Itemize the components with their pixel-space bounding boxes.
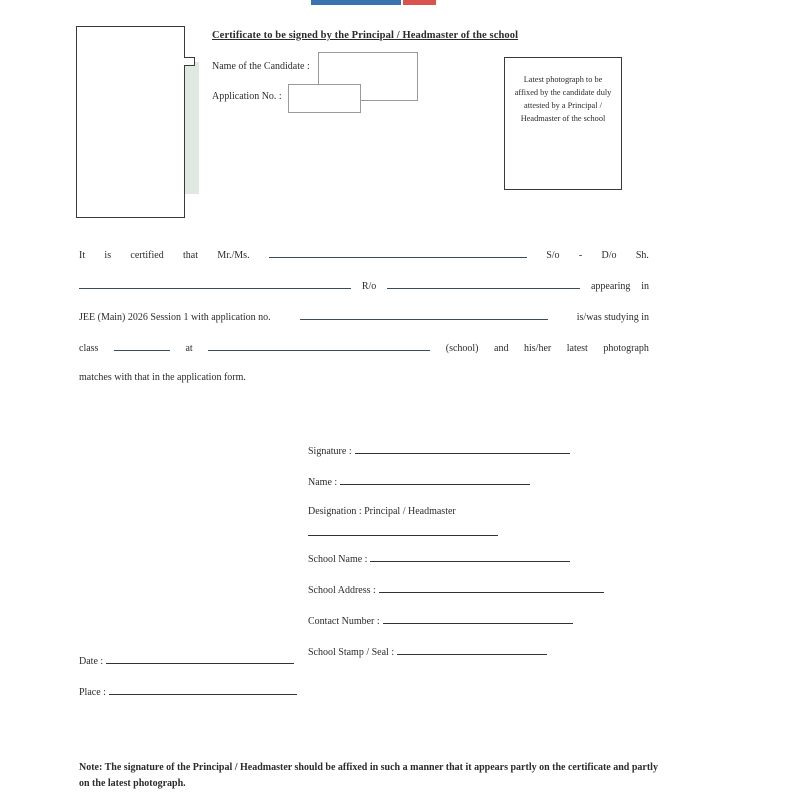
cert-word: appearing [590,281,631,292]
field-label: School Address : [308,585,376,596]
top-bar-blue [311,0,401,5]
left-blank-box-notch [184,57,195,66]
field-label: School Stamp / Seal : [308,647,395,658]
certification-line-2 [79,279,649,310]
blank-name[interactable] [340,475,530,485]
application-no-label: Application No. : [212,91,282,102]
field-contact-number [308,614,604,645]
left-blank-box-shadow [185,62,199,194]
field-school-stamp [308,645,604,676]
date-place-block [79,654,297,716]
blank-date[interactable] [106,654,294,664]
blank-residence[interactable] [387,279,580,289]
field-label: Contact Number : [308,616,380,627]
cert-word: his/her [524,343,552,354]
blank-contact-number[interactable] [383,614,573,624]
cert-word: (school) [445,343,479,354]
cert-word: and [494,343,509,354]
field-designation [308,506,604,524]
field-date [79,654,297,685]
field-label: Designation : Principal / Headmaster [308,506,456,517]
blank-candidate-name[interactable] [269,248,527,258]
blank-school-stamp[interactable] [397,645,547,655]
cert-closing-text: matches with that in the application form. [79,372,246,383]
field-school-name [308,552,604,583]
cert-exam-text: JEE (Main) 2026 Session 1 with application no. [79,312,271,323]
blank-application-no[interactable] [300,310,548,320]
cert-word: is/was studying in [576,312,649,323]
cert-word: D/o [601,250,617,261]
field-label: Name : [308,477,338,488]
cert-word: certified [130,250,164,261]
field-label: Date : [79,656,104,667]
certification-paragraph [79,248,649,403]
field-school-address [308,583,604,614]
certification-line-4 [79,341,649,372]
field-place [79,685,297,716]
cert-word: latest [566,343,588,354]
candidate-name-label: Name of the Candidate : [212,61,310,72]
certification-line-3 [79,310,649,341]
photograph-box [504,57,622,190]
footer-note: Note: The signature of the Principal / Headmaster should be affixed in such a manner that it appears partly on the certificate and partly on the latest photograph. [79,762,658,789]
cert-word: S/o [546,250,560,261]
field-label: Signature : [308,446,352,457]
blank-designation[interactable] [308,524,498,536]
field-label: School Name : [308,554,368,565]
redaction-box-application-no [288,84,361,113]
blank-father-name[interactable] [79,279,351,289]
field-label: Place : [79,687,106,698]
cert-word: It [79,250,86,261]
field-signature [308,444,604,475]
certification-line-5 [79,372,649,403]
blank-signature[interactable] [355,444,570,454]
cert-word: at [185,343,193,354]
cert-word: Sh. [635,250,649,261]
top-bar-red [403,0,436,5]
photograph-box-text: Latest photograph to be affixed by the candidate duly attested by a Principal / Headmaster of the school [514,75,612,123]
cert-word: Mr./Ms. [217,250,250,261]
blank-school-address[interactable] [379,583,604,593]
cert-word: R/o [361,281,377,292]
signature-block [308,444,604,676]
certification-line-1 [79,248,649,279]
cert-word: is [104,250,112,261]
cert-word: - [578,250,583,261]
cert-word: class [79,343,99,354]
page-title: Certificate to be signed by the Principal / Headmaster of the school [212,30,519,41]
cert-word: that [183,250,199,261]
blank-school-name[interactable] [208,341,430,351]
left-blank-box [76,26,185,218]
blank-class[interactable] [114,341,170,351]
cert-word: in [641,281,649,292]
cert-word: photograph [603,343,649,354]
spacer [308,536,604,552]
blank-place[interactable] [109,685,297,695]
field-name [308,475,604,506]
blank-school-name-sig[interactable] [370,552,570,562]
